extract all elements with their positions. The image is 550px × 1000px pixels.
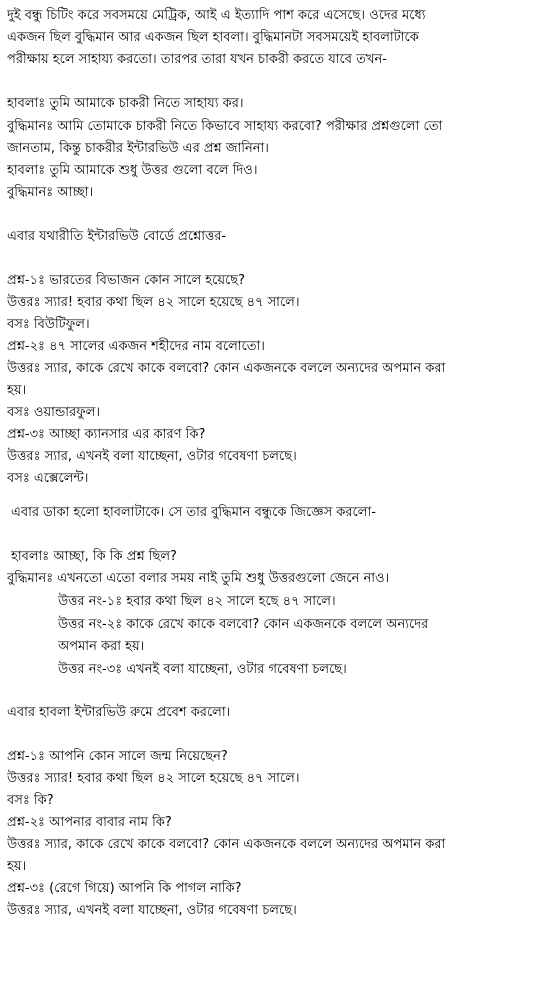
dialogue-line: বুদ্ধিমানঃ আচ্ছা। bbox=[7, 185, 94, 200]
interview-line: উত্তরঃ স্যার, এখনই বলা যাচ্ছেনা, ওটার গবেষণা চলছে। bbox=[7, 903, 297, 918]
interview-line: উত্তরঃ স্যার, এখনই বলা যাচ্ছেনা, ওটার গবেষণা চলছে। bbox=[7, 449, 297, 464]
section-heading-habla: এবার ডাকা হলো হাবলাটাকে। সে তার বুদ্ধিমান বন্ধুকে জিজ্ঞেস করলো- bbox=[11, 505, 376, 520]
interview-line: প্রশ্ন-১ঃ ভারতের বিভাজন কোন সালে হয়েছে? bbox=[7, 273, 246, 288]
interview-line: উত্তরঃ স্যার, কাকে রেখে কাকে বলবো? কোন একজনকে বললে অন্যদের অপমান করা bbox=[7, 361, 446, 376]
interview-line: হয়। bbox=[7, 383, 27, 398]
interview-line: হয়। bbox=[7, 859, 27, 874]
dialogue-line: বুদ্ধিমানঃ এখনতো এতো বলার সময় নাই তুমি শুধু উত্তরগুলো জেনে নাও। bbox=[7, 571, 390, 586]
dialogue-line: হাবলাঃ তুমি আমাকে চাকরী নিতে সাহায্য কর। bbox=[7, 96, 244, 111]
dialogue-line: জানতাম, কিন্তু চাকরীর ইন্টারভিউ এর প্রশ্ন জানিনা। bbox=[7, 141, 269, 156]
section-heading-interview: এবার যথারীতি ইন্টারভিউ বোর্ডে প্রশ্নোত্তর- bbox=[7, 229, 227, 244]
interview-line: উত্তরঃ স্যার, কাকে রেখে কাকে বলবো? কোন একজনকে বললে অন্যদের অপমান করা bbox=[7, 837, 446, 852]
interview-line: উত্তরঃ স্যার! হবার কথা ছিল ৪২ সালে হয়েছে ৪৭ সালে। bbox=[7, 295, 300, 310]
story-intro-line-1: দুই বন্ধু চিটিং করে সবসময়ে মেট্রিক, আই এ ইত্যাদি পাশ করে এসেছে। ওদের মধ্যে bbox=[7, 8, 426, 23]
answer-list-item: উত্তর নং-১ঃ হবার কথা ছিল ৪২ সালে হছে ৪৭ সালে। bbox=[58, 594, 336, 609]
answer-list-item: উত্তর নং-৩ঃ এখনই বলা যাচ্ছেনা, ওটার গবেষণা চলছে। bbox=[58, 662, 347, 677]
answer-list-item: উত্তর নং-২ঃ কাকে রেখে কাকে বলবো? কোন একজনকে বললে অন্যদের bbox=[58, 617, 429, 632]
answer-list-item: অপমান করা হয়। bbox=[58, 639, 145, 654]
section-heading-habla-interview: এবার হাবলা ইন্টারভিউ রুমে প্রবেশ করলো। bbox=[7, 705, 231, 720]
interview-line: প্রশ্ন-২ঃ ৪৭ সালের একজন শহীদের নাম বলোতো। bbox=[7, 339, 265, 354]
interview-line: বসঃ কি? bbox=[7, 793, 54, 808]
interview-line: প্রশ্ন-৩ঃ আচ্ছা ক্যানসার এর কারণ কি? bbox=[7, 427, 206, 442]
interview-line: বসঃ ওয়ান্ডারফুল। bbox=[7, 405, 101, 420]
dialogue-line: বুদ্ধিমানঃ আমি তোমাকে চাকরী নিতে কিভাবে সাহায্য করবো? পরীক্ষার প্রশ্নগুলো তো bbox=[7, 119, 443, 134]
interview-line: বসঃ এক্সেলেন্ট। bbox=[7, 471, 89, 486]
interview-line: প্রশ্ন-২ঃ আপনার বাবার নাম কি? bbox=[7, 815, 172, 830]
story-intro-line-2: একজন ছিল বুদ্ধিমান আর একজন ছিল হাবলা। বুদ্ধিমানটা সবসময়েই হাবলাটাকে bbox=[7, 30, 419, 45]
dialogue-line: হাবলাঃ আচ্ছা, কি কি প্রশ্ন ছিল? bbox=[11, 549, 177, 564]
interview-line: প্রশ্ন-১ঃ আপনি কোন সালে জন্ম নিয়েছেন? bbox=[7, 749, 228, 764]
dialogue-line: হাবলাঃ তুমি আমাকে শুধু উত্তর গুলো বলে দিও। bbox=[7, 163, 258, 178]
interview-line: বসঃ বিউটিফুল। bbox=[7, 317, 90, 332]
story-intro-line-3: পরীক্ষায় হলে সাহায্য করতো। তারপর তারা যখন চাকরী করতে যাবে তখন- bbox=[7, 52, 387, 67]
interview-line: উত্তরঃ স্যার! হবার কথা ছিল ৪২ সালে হয়েছে ৪৭ সালে। bbox=[7, 771, 300, 786]
interview-line: প্রশ্ন-৩ঃ (রেগে গিয়ে) আপনি কি পাগল নাকি? bbox=[7, 881, 242, 896]
